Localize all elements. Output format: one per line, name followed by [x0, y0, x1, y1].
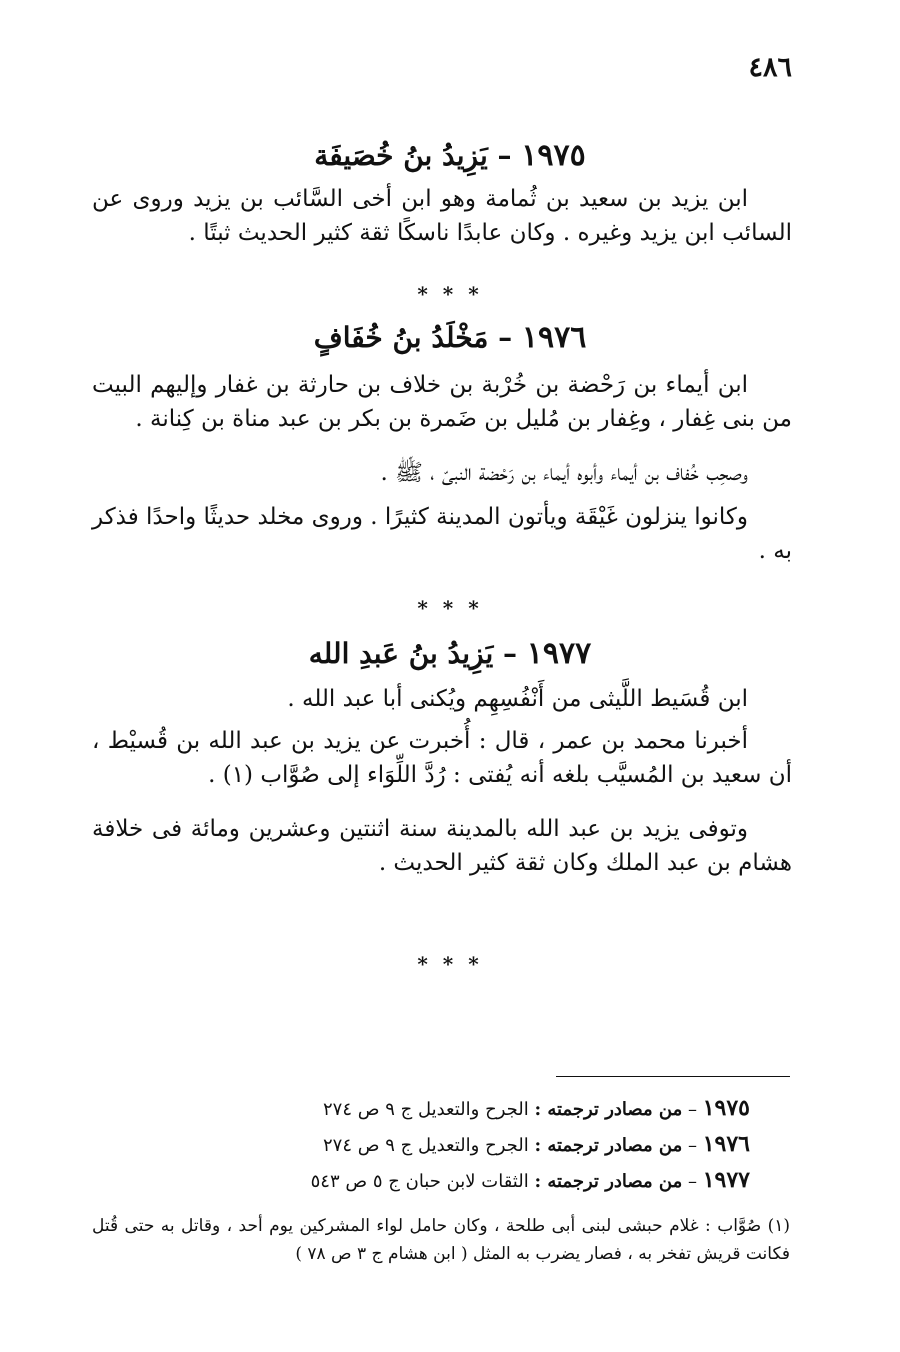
footnote-source-text: الجرح والتعديل ج ٩ ص ٢٧٤: [323, 1135, 529, 1156]
entry-heading-1976: ١٩٧٦ – مَخْلَدُ بنُ خُفَافٍ: [313, 320, 587, 355]
footnote-dash: –: [688, 1135, 697, 1156]
entry-number: ١٩٧٧: [526, 636, 592, 671]
footnote-dash: –: [688, 1171, 697, 1192]
entry-name: يَزِيدُ بنُ عَبدِ الله: [308, 637, 494, 670]
footnote-rule: [556, 1076, 790, 1077]
footnote-dash: –: [688, 1099, 697, 1120]
section-separator: * * *: [417, 596, 483, 620]
footnote-label: من مصادر ترجمته :: [534, 1099, 683, 1120]
entry-paragraph: ابن قُسَيط اللَّيثى من أَنْفُسِهِم ويُكنى أبا عبد الله .: [287, 686, 748, 712]
footnote-source-1977: [150, 1166, 750, 1196]
entry-number: ١٩٧٥: [521, 138, 586, 173]
entry-paragraph: ابن أيماء بن رَحْضة بن خُرْبة بن خلاف بن حارثة بن غفار وإليهم البيت من بنى غِفار ، وغِفار بن مُليل بن ضَمرة بن بكر بن عبد مناة بن كِنانة .: [92, 372, 792, 432]
entry-name: يَزِيدُ بنُ خُصَيفَة: [314, 139, 488, 172]
entry-heading-1975: ١٩٧٥ – يَزِيدُ بنُ خُصَيفَة: [314, 138, 586, 173]
footnote-note: (١) صُوَّاب : غلام حبشى لبنى أبى طلحة ، وكان حامل لواء المشركين يوم أحد ، وقاتل به حتى قُتل فكانت قريش تفخر به ، فصار يضرب به المثل ( ابن هشام ج ٣ ص ٧٨ ): [92, 1216, 790, 1264]
entry-paragraph: أخبرنا محمد بن عمر ، قال : أُخبرت عن يزيد بن عبد الله بن قُسيْط ، أن سعيد بن المُسيَّب بلغه أنه يُفتى : رُدَّ اللِّوَاء إلى صُوَّاب (١) .: [92, 728, 792, 788]
footnote-label: من مصادر ترجمته :: [534, 1171, 683, 1192]
entry-paragraph: وكانوا ينزلون غَيْقَة ويأتون المدينة كثيرًا . وروى مخلد حديثًا واحدًا فذكر به .: [92, 504, 792, 564]
entry-paragraph: ابن يزيد بن سعيد بن ثُمامة وهو ابن أخى السَّائب بن يزيد وروى عن السائب ابن يزيد وغيره . وكان عابدًا ناسكًا ثقة كثير الحديث ثبتًا .: [92, 186, 792, 246]
footnote-source-text: الثقات لابن حبان ج ٥ ص ٥٤٣: [310, 1171, 529, 1192]
page-number: ٤٨٦: [748, 52, 792, 83]
section-separator: * * *: [417, 282, 483, 306]
footnote-label: من مصادر ترجمته :: [534, 1135, 683, 1156]
footnote-entry-number: ١٩٧٦: [702, 1131, 750, 1157]
footnote-entry-number: ١٩٧٥: [702, 1095, 750, 1121]
entry-heading-1977: ١٩٧٧ – يَزِيدُ بنُ عَبدِ الله: [308, 636, 592, 671]
section-separator: * * *: [417, 952, 483, 976]
entry-paragraph: وتوفى يزيد بن عبد الله بالمدينة سنة اثنتين وعشرين ومائة فى خلافة هشام بن عبد الملك وكان ثقة كثير الحديث .: [92, 816, 792, 876]
footnote-source-1975: [150, 1094, 750, 1124]
footnote-source-text: الجرح والتعديل ج ٩ ص ٢٧٤: [323, 1099, 529, 1120]
entry-number: ١٩٧٦: [521, 320, 587, 355]
footnote-entry-number: ١٩٧٧: [702, 1167, 750, 1193]
footnote-source-1976: [150, 1130, 750, 1160]
entry-paragraph: وصحِب خُفاف بن أيماء وأبوه أيماء بن رَحْضة النبىّ ، ﷺ .: [380, 460, 748, 486]
entry-name: مَخْلَدُ بنُ خُفَافٍ: [313, 321, 489, 354]
